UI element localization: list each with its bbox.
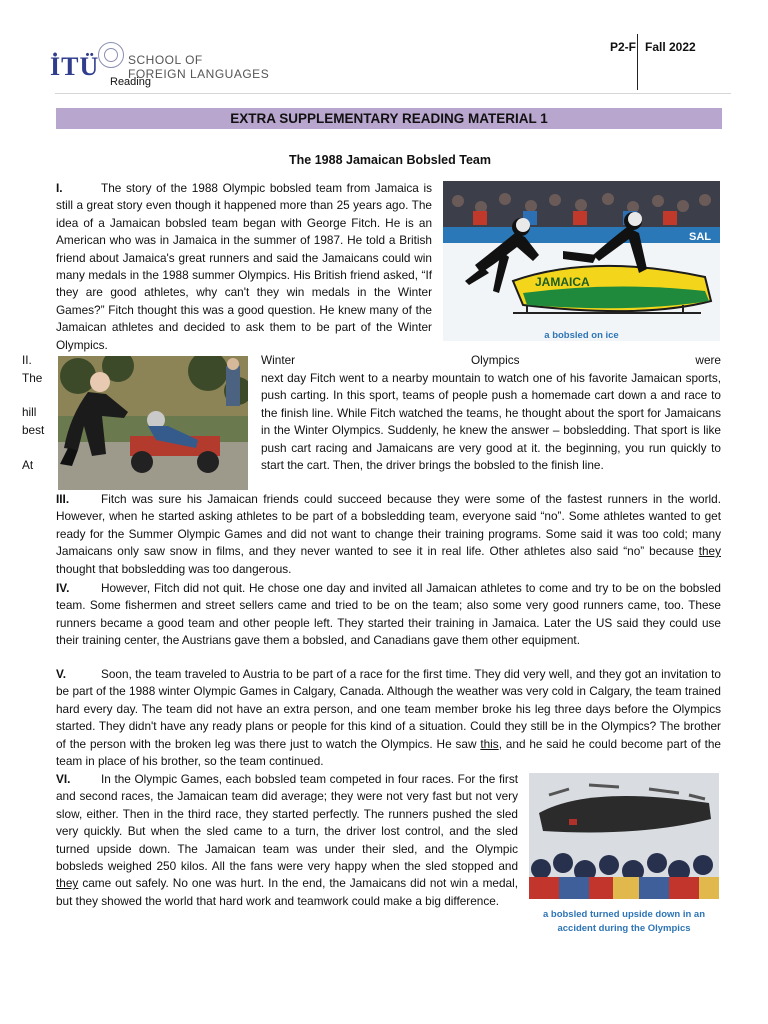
school-name-line1: SCHOOL OF (128, 53, 203, 67)
itu-logo: İTÜ (50, 52, 100, 81)
paragraph-text: came out safely. No one was hurt. In the end, the Jamaicans did not win a medal, but they showed the world that hard work and teamwork could make a big difference. (56, 876, 518, 908)
paragraph-text: In the Olympic Games, each bobsled team competed in four races. For the first and second races, the Jamaican team did average; they were not very fast but not very slow, either. Then in the third race, they started perfectly. The runners pushed the sled very quickly. But when the sled came to a turn, the driver lost control, and the sled turned upside down. The Jamaican team was under their sled, and the Olympic bobsleds weighed 250 kilos. All the fans were very happy when the sled stopped and (56, 772, 518, 874)
paragraph-fragment: were (695, 353, 721, 367)
paragraph-3 (56, 491, 721, 578)
bobsled-illustration (443, 181, 720, 341)
paragraph-1 (56, 180, 432, 354)
paragraph-text: Soon, the team traveled to Austria to be part of a race for the first time. They did very well, and they got an invitation to be part of the 1988 winter Olympic Games in Calgary, Canada. Although the weather was very cold in Calgary, the team trained hard every day. The team did not have an extra person, and one team member broke his leg three days before the Olympics started. They didn't have any ready plans or people for this kind of a situation. Could they still be in the Olympics? The brother of the person with the broken leg was there just to watch the Olympics. He saw (56, 667, 721, 751)
paragraph-number: III. (56, 492, 70, 506)
school-name-line2: FOREIGN LANGUAGES (128, 67, 270, 81)
paragraph-fragment: The (22, 371, 43, 385)
paragraph-6 (56, 771, 518, 910)
paragraph-fragment: At (22, 458, 34, 472)
material-banner: EXTRA SUPPLEMENTARY READING MATERIAL 1 (56, 108, 722, 129)
reading-label: Reading (110, 76, 151, 88)
bobsled-on-ice-photo (443, 181, 720, 341)
caption-line: a bobsled turned upside down in an (542, 909, 706, 920)
underlined-word: they (56, 876, 79, 891)
paragraph-fragment: hill (22, 405, 37, 419)
term-label: Fall 2022 (645, 40, 696, 54)
caption-line: accident during the Olympics (557, 923, 691, 934)
paragraph-fragment: best (22, 423, 45, 437)
article-title: The 1988 Jamaican Bobsled Team (289, 153, 491, 167)
paragraph-number: V. (56, 667, 67, 681)
underlined-word: they (698, 544, 721, 559)
paragraph-text: thought that bobsledding was too dangerous. (56, 561, 292, 576)
university-seal-icon (98, 42, 124, 68)
paragraph-fragment: Olympics (471, 353, 520, 367)
paragraph-fragment: Winter (261, 353, 296, 367)
paragraph-5 (56, 666, 721, 770)
paragraph-2-first-line (261, 352, 721, 369)
paragraph-number: I. (56, 181, 63, 195)
banner-text: SAL (689, 231, 711, 243)
paragraph-2: next day Fitch went to a nearby mountain to watch one of his favorite Jamaican sports, push carting. In this sport, teams of people push a homemade cart down a and race to the finish line. While Fitch watched the teams, he thought about the sport for Jamaicans in the Winter Olympics. Suddenly, he knew the answer – bobsledding. That sport is like push cart racing and Jamaicans are very good at it. the beginning, you run quickly to start the cart. Then, the driver brings the bobsled to the finish line. (261, 371, 721, 473)
paragraph-text: Fitch was sure his Jamaican friends could succeed because they were some of the fastest runners in the world. However, when he started asking athletes to be part of a bobsledding team, everyone said “no”. Some athletes wanted to get ready for the Summer Olympic Games and did not want to change their training programs. Some said it was too cold; many Jamaicans only saw snow in films, and they never wanted to see it in real life. Other athletes also said “no” because (56, 492, 721, 559)
course-code: P2-F (610, 40, 637, 54)
paragraph-4 (56, 580, 721, 650)
paragraph-number: IV. (56, 581, 70, 595)
paragraph-text: , and he said he could become part of the team in place of his brother, so the team continued. (56, 736, 721, 769)
header-rule (55, 93, 731, 94)
upside-down-bobsled-photo (529, 773, 719, 899)
paragraph-text: However, Fitch did not quit. He chose one day and invited all Jamaican athletes to come and try to be on the bobsled team. Some fishermen and street sellers came and tried to be on the team; also some very good runners came, too. These runners became a good team and other people left. They started their training in Jamaica. Later the US said they could use their training center, the Austrians gave them a bobsled, and Canadians gave them other equipment. (56, 581, 721, 648)
header-divider (637, 34, 638, 90)
paragraph-number: VI. (56, 772, 71, 786)
bobsled-jamaica-text: JAMAICA (535, 275, 590, 289)
push-cart-photo (58, 356, 248, 490)
accident-caption (529, 908, 719, 936)
underlined-word: this (480, 736, 499, 751)
paragraph-number: II. (22, 353, 32, 367)
bobsled-on-ice-caption: a bobsled on ice (544, 330, 619, 341)
paragraph-text: The story of the 1988 Olympic bobsled team from Jamaica is still a great story even though it happened more than 25 years ago. The idea of a Jamaican bobsled team began with George Fitch. He is an American who was in Jamaica in the summer of 1987. He told a British friend about Jamaica's great runners and said the Jamaicans could win many medals in the 1988 summer Olympics. His British friend asked, “If they are good athletes, why can't they win medals in the Winter Games?” Fitch thought this was a good question. He knew many of the Jamaican athletes and decided to ask them to be part of the Winter Olympics. (56, 181, 432, 352)
